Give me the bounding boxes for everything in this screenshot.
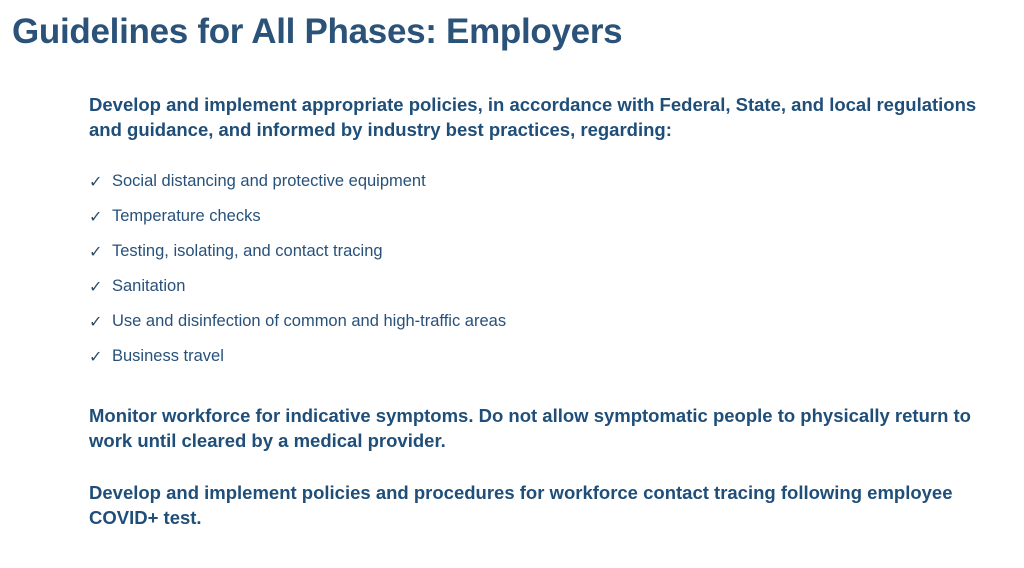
checklist-item-label: Testing, isolating, and contact tracing xyxy=(112,242,383,260)
symptom-monitoring-paragraph: Monitor workforce for indicative symptoms. Do not allow symptomatic people to physically return to work until cleared by a medical provider. xyxy=(89,405,971,451)
checklist-item xyxy=(89,199,506,234)
slide-content xyxy=(89,92,1009,528)
checklist-item xyxy=(89,339,506,374)
checklist-item xyxy=(89,234,506,269)
policy-checklist xyxy=(89,164,506,374)
checkmark-icon: ✓ xyxy=(89,208,103,226)
page-title: Guidelines for All Phases: Employers xyxy=(12,12,623,51)
intro-paragraph: Develop and implement appropriate policies, in accordance with Federal, State, and local regulations and guidance, and informed by industry best practices, regarding: xyxy=(89,94,977,140)
checkmark-icon: ✓ xyxy=(89,278,103,296)
checklist-item-label: Business travel xyxy=(112,347,224,365)
checklist-item xyxy=(89,269,506,304)
checkmark-icon: ✓ xyxy=(89,243,103,261)
checklist-item-label: Use and disinfection of common and high-traffic areas xyxy=(112,312,507,330)
checkmark-icon: ✓ xyxy=(89,173,103,191)
checklist-item-label: Sanitation xyxy=(112,277,186,295)
checklist-item-label: Social distancing and protective equipment xyxy=(112,172,426,190)
contact-tracing-paragraph: Develop and implement policies and procedures for workforce contact tracing following employee COVID+ test. xyxy=(89,482,953,528)
checkmark-icon: ✓ xyxy=(89,348,103,366)
checklist-item xyxy=(89,164,506,199)
checkmark-icon: ✓ xyxy=(89,313,103,331)
checklist-item-label: Temperature checks xyxy=(112,207,261,225)
checklist-item xyxy=(89,304,506,339)
